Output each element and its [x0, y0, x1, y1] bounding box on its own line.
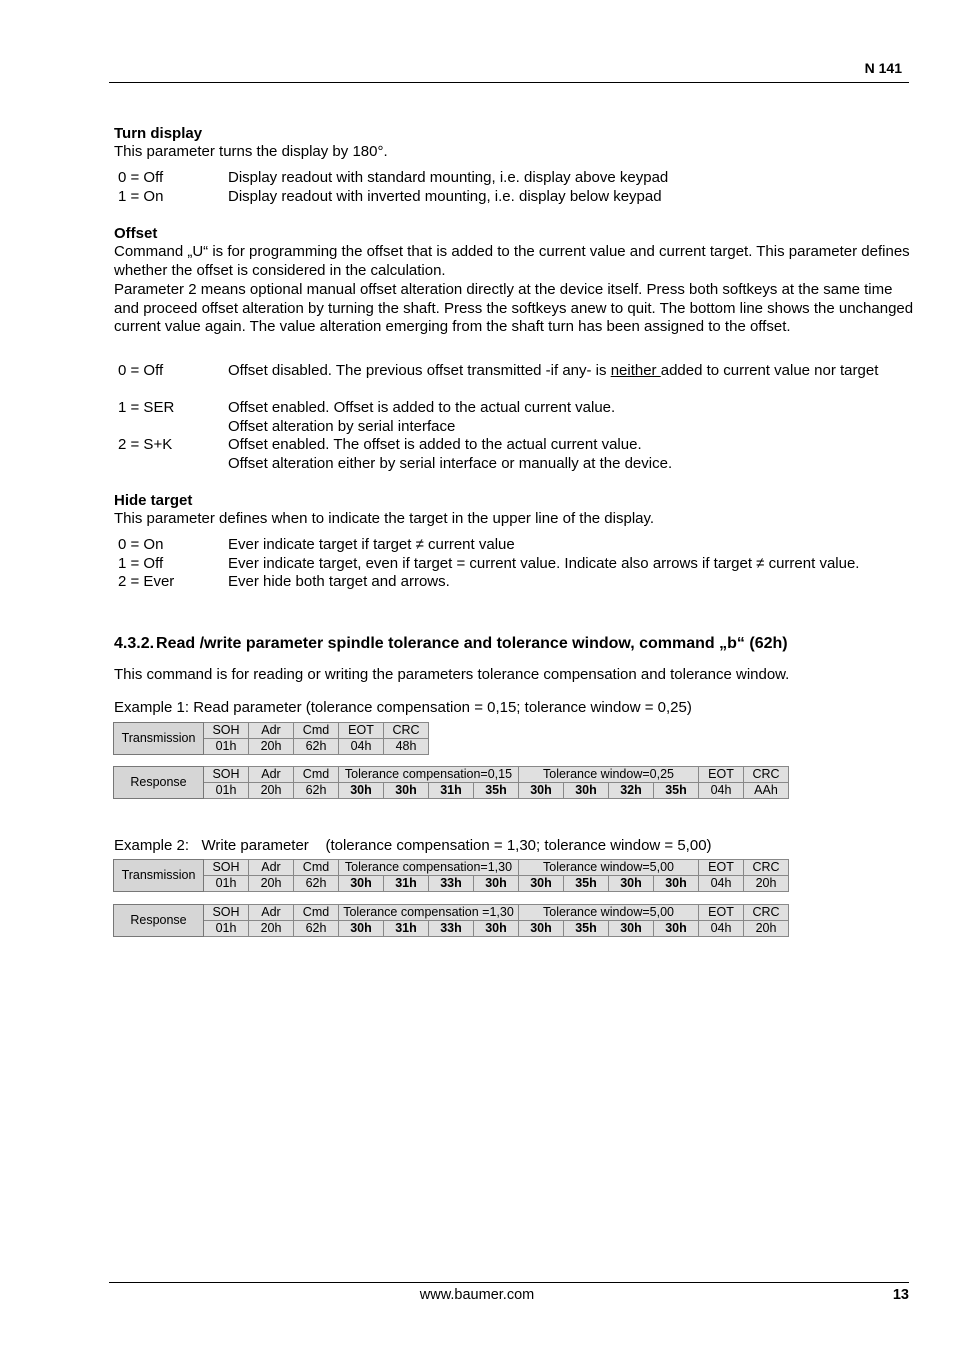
option-desc: Ever hide both target and arrows. — [228, 573, 450, 590]
section-number: 4.3.2. — [114, 635, 155, 652]
value-cell: 30h — [609, 921, 654, 937]
value-cell: 20h — [249, 783, 294, 799]
option-term: 2 = Ever — [118, 573, 175, 590]
value-cell: 04h — [699, 876, 744, 892]
footer-rule — [109, 1282, 909, 1283]
value-cell: 01h — [204, 921, 249, 937]
value-cell: 30h — [384, 783, 429, 799]
example-1-response-table — [113, 766, 789, 799]
header-cell: SOH — [204, 860, 249, 876]
value-cell: 35h — [474, 783, 519, 799]
header-cell: CRC — [744, 767, 789, 783]
header-cell: EOT — [339, 723, 384, 739]
header-cell: Adr — [249, 723, 294, 739]
hide-target-text: This parameter defines when to indicate the target in the upper line of the display. — [114, 510, 655, 527]
value-cell: 33h — [429, 876, 474, 892]
value-cell: 33h — [429, 921, 474, 937]
option-term: 1 = SER — [118, 399, 175, 416]
header-cell: Tolerance window=0,25 — [519, 767, 699, 783]
header-cell: Adr — [249, 860, 294, 876]
value-cell: 62h — [294, 783, 339, 799]
value-cell: 30h — [519, 783, 564, 799]
value-cell: AAh — [744, 783, 789, 799]
value-cell: 20h — [249, 739, 294, 755]
frame-label: Transmission — [114, 860, 204, 892]
value-cell: 30h — [654, 921, 699, 937]
header-cell: Tolerance compensation =1,30 — [339, 905, 519, 921]
option-term: 0 = On — [118, 536, 164, 553]
header-cell: EOT — [699, 905, 744, 921]
header-cell: Tolerance compensation=1,30 — [339, 860, 519, 876]
example-1-caption: Example 1: Read parameter (tolerance compensation = 0,15; tolerance window = 0,25) — [114, 699, 692, 716]
value-cell: 62h — [294, 876, 339, 892]
value-cell: 30h — [339, 783, 384, 799]
value-cell: 30h — [474, 876, 519, 892]
value-cell: 35h — [564, 921, 609, 937]
value-cell: 20h — [744, 921, 789, 937]
example-2-response-table — [113, 904, 789, 937]
frame-label: Response — [114, 767, 204, 799]
value-cell: 30h — [654, 876, 699, 892]
value-cell: 01h — [204, 783, 249, 799]
option-desc: Display readout with standard mounting, i.e. display above keypad — [228, 169, 669, 186]
value-cell: 20h — [249, 921, 294, 937]
example-2-caption: Example 2: Write parameter (tolerance compensation = 1,30; tolerance window = 5,00) — [114, 837, 712, 854]
value-cell: 20h — [249, 876, 294, 892]
header-cell: Tolerance window=5,00 — [519, 905, 699, 921]
option-term: 0 = Off — [118, 362, 164, 379]
header-cell: EOT — [699, 767, 744, 783]
value-cell: 32h — [609, 783, 654, 799]
option-term: 2 = S+K — [118, 436, 173, 453]
header-cell: Cmd — [294, 905, 339, 921]
value-cell: 31h — [384, 876, 429, 892]
example-1-transmission-table — [113, 722, 429, 755]
header-cell: Adr — [249, 767, 294, 783]
option-desc: Ever indicate target if target ≠ current value — [228, 536, 515, 553]
value-cell: 48h — [384, 739, 429, 755]
option-desc: Offset enabled. Offset is added to the actual current value. Offset alteration by serial interface — [228, 399, 616, 435]
header-cell: Cmd — [294, 860, 339, 876]
frame-label: Transmission — [114, 723, 204, 755]
option-term: 1 = On — [118, 188, 164, 205]
option-desc: Ever indicate target, even if target = current value. Indicate also arrows if target ≠ current value. — [228, 555, 860, 572]
section-heading — [114, 635, 788, 653]
value-cell: 04h — [339, 739, 384, 755]
header-cell: Cmd — [294, 723, 339, 739]
header-rule — [109, 82, 909, 83]
value-cell: 30h — [519, 921, 564, 937]
value-cell: 31h — [429, 783, 474, 799]
value-cell: 30h — [564, 783, 609, 799]
emphasis-neither: neither — [610, 362, 661, 379]
option-desc: Display readout with inverted mounting, i.e. display below keypad — [228, 188, 662, 205]
option-desc: Offset disabled. The previous offset transmitted -if any- is neither added to current value nor target — [228, 362, 879, 379]
value-cell: 04h — [699, 783, 744, 799]
value-cell: 62h — [294, 739, 339, 755]
value-cell: 30h — [339, 876, 384, 892]
header-cell: Tolerance compensation=0,15 — [339, 767, 519, 783]
header-cell: CRC — [384, 723, 429, 739]
header-cell: EOT — [699, 860, 744, 876]
offset-text-2: Parameter 2 means optional manual offset alteration directly at the device itself. Press both softkeys at the same time and proceed offset alteration by turning the shaft. Press the softkeys anew to quit. The bottom line shows the unchanged current value again. The value alteration emerging from the shaft turn has been assigned to the offset. — [114, 281, 914, 335]
value-cell: 30h — [339, 921, 384, 937]
value-cell: 35h — [654, 783, 699, 799]
option-term: 1 = Off — [118, 555, 164, 572]
value-cell: 01h — [204, 876, 249, 892]
value-cell: 35h — [564, 876, 609, 892]
option-desc: Offset enabled. The offset is added to the actual current value. Offset alteration either by serial interface or manually at the device. — [228, 436, 673, 472]
value-cell: 30h — [519, 876, 564, 892]
header-cell: SOH — [204, 905, 249, 921]
section-title: Read /write parameter spindle tolerance and tolerance window, command „b“ (62h) — [156, 635, 788, 652]
value-cell: 20h — [744, 876, 789, 892]
header-cell: SOH — [204, 723, 249, 739]
value-cell: 01h — [204, 739, 249, 755]
value-cell: 04h — [699, 921, 744, 937]
value-cell: 62h — [294, 921, 339, 937]
header-cell: CRC — [744, 905, 789, 921]
hide-target-heading: Hide target — [114, 492, 193, 509]
value-cell: 30h — [609, 876, 654, 892]
example-2-transmission-table — [113, 859, 789, 892]
offset-text-1: Command „U“ is for programming the offset that is added to the current value and current target. This parameter defines whether the offset is considered in the calculation. — [114, 243, 910, 279]
turn-display-text: This parameter turns the display by 180°. — [114, 143, 388, 160]
value-cell: 30h — [474, 921, 519, 937]
section-intro: This command is for reading or writing the parameters tolerance compensation and tolerance window. — [114, 666, 790, 683]
header-cell: SOH — [204, 767, 249, 783]
header-cell: Tolerance window=5,00 — [519, 860, 699, 876]
header-cell: CRC — [744, 860, 789, 876]
page-number: 13 — [892, 1287, 909, 1303]
offset-heading: Offset — [114, 225, 158, 242]
option-term: 0 = Off — [118, 169, 164, 186]
footer-url: www.baumer.com — [419, 1287, 535, 1303]
header-cell: Adr — [249, 905, 294, 921]
turn-display-heading: Turn display — [114, 125, 203, 142]
value-cell: 31h — [384, 921, 429, 937]
document-id: N 141 — [864, 60, 902, 76]
header-cell: Cmd — [294, 767, 339, 783]
frame-label: Response — [114, 905, 204, 937]
